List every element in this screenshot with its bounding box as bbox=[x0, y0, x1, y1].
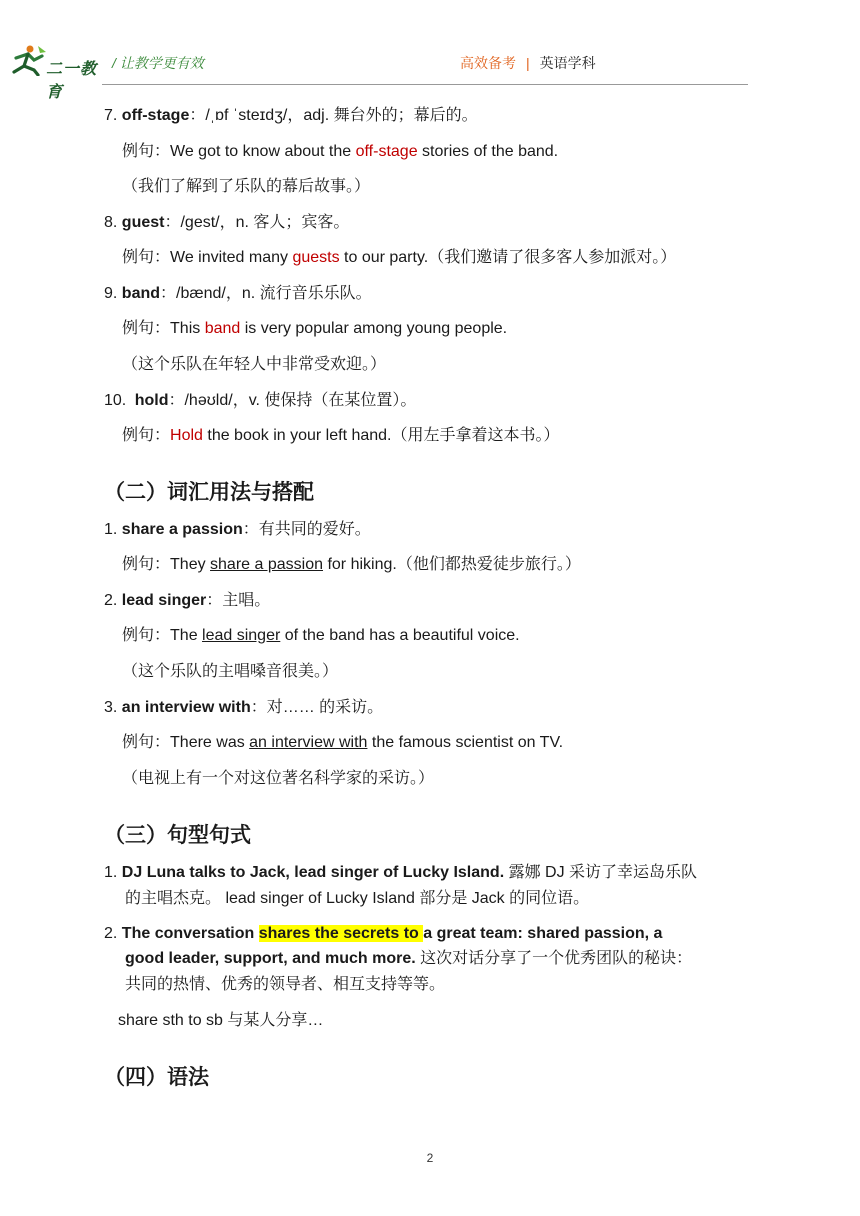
example-text: the famous scientist on TV. bbox=[367, 734, 564, 751]
header-right bbox=[460, 53, 596, 73]
section-heading: （三）句型句式 bbox=[104, 823, 251, 847]
example-text: We got to know about the bbox=[170, 143, 356, 160]
example-text: They bbox=[170, 556, 211, 573]
example-label: 例句： bbox=[122, 627, 171, 644]
usage-note: share sth to sb 与某人分享… bbox=[118, 1012, 324, 1029]
example-text: the book in your left hand.（用左手拿着这本书。） bbox=[202, 427, 560, 444]
sentence-translation: 露娜 DJ 采访了幸运岛乐队 bbox=[504, 864, 698, 881]
example-label: 例句： bbox=[122, 320, 171, 337]
vocab-item-7 bbox=[104, 106, 478, 126]
vocab-definition: ：/gest/，n. 客人；宾客。 bbox=[164, 214, 350, 231]
example-text: The bbox=[170, 627, 203, 644]
vocab-word: off-stage bbox=[121, 107, 190, 124]
example-label: 例句： bbox=[122, 143, 171, 160]
example-label: 例句： bbox=[122, 427, 171, 444]
item-number: 7. bbox=[104, 107, 118, 124]
sentence-item-1 bbox=[104, 863, 697, 883]
example-text: This bbox=[170, 320, 205, 337]
sentence-text: DJ Luna talks to Jack, lead singer of Lucky Island. bbox=[121, 864, 505, 881]
example-keyword: band bbox=[204, 320, 241, 337]
highlighted-phrase: shares the secrets to bbox=[258, 925, 424, 942]
usage-example-1 bbox=[122, 555, 581, 575]
example-text: for hiking.（他们都热爱徒步旅行。） bbox=[323, 556, 581, 573]
phrase: share a passion bbox=[121, 521, 243, 538]
example-text: to our party.（我们邀请了很多客人参加派对。） bbox=[339, 249, 677, 266]
usage-example-2 bbox=[122, 626, 520, 646]
example-9 bbox=[122, 319, 507, 339]
usage-item-2 bbox=[104, 591, 270, 611]
header-subtitle: 高效备考 bbox=[460, 55, 516, 71]
vocab-definition: ：/ˌɒf ˈsteɪdʒ/，adj. 舞台外的；幕后的。 bbox=[189, 107, 478, 124]
item-number: 2. bbox=[104, 592, 118, 609]
item-number: 2. bbox=[104, 925, 118, 942]
section-heading: （二）词汇用法与搭配 bbox=[104, 480, 314, 504]
item-number: 1. bbox=[104, 521, 118, 538]
item-number: 3. bbox=[104, 699, 118, 716]
header-subject: 英语学科 bbox=[539, 55, 596, 71]
example-7 bbox=[122, 142, 558, 162]
section-heading: （四）语法 bbox=[104, 1065, 209, 1089]
sentence-text: good leader, support, and much more. bbox=[125, 950, 416, 967]
phrase: lead singer bbox=[121, 592, 207, 609]
page-header bbox=[0, 38, 860, 101]
vocab-item-9 bbox=[104, 284, 372, 304]
phrase-meaning: ：对…… 的采访。 bbox=[250, 699, 384, 716]
vocab-item-8 bbox=[104, 213, 349, 233]
example-text: stories of the band. bbox=[417, 143, 559, 160]
slogan: / 让教学更有效 bbox=[112, 55, 204, 71]
runner-logo-icon bbox=[8, 44, 48, 76]
example-label: 例句： bbox=[122, 734, 171, 751]
item-number: 10. bbox=[104, 392, 127, 409]
example-label: 例句： bbox=[122, 556, 171, 573]
sentence-text: The conversation bbox=[121, 925, 259, 942]
example-text: of the band has a beautiful voice. bbox=[280, 627, 520, 644]
translation-9: （这个乐队在年轻人中非常受欢迎。） bbox=[122, 356, 387, 373]
phrase-meaning: ：有共同的爱好。 bbox=[242, 521, 371, 538]
vocab-word: hold bbox=[134, 392, 169, 409]
vocab-definition: ：/bænd/，n. 流行音乐乐队。 bbox=[160, 285, 372, 302]
example-keyword: an interview with bbox=[249, 734, 368, 751]
sentence-text: a great team: shared passion, a bbox=[423, 925, 663, 942]
page-number: 2 bbox=[426, 1151, 434, 1165]
vocab-word: guest bbox=[121, 214, 165, 231]
phrase-meaning: ：主唱。 bbox=[206, 592, 271, 609]
example-text: There was bbox=[170, 734, 250, 751]
example-label: 例句： bbox=[122, 249, 171, 266]
usage-item-1 bbox=[104, 520, 371, 540]
sentence-item-2-line3: 共同的热情、优秀的领导者、相互支持等等。 bbox=[125, 976, 446, 993]
vocab-word: band bbox=[121, 285, 161, 302]
usage-translation-2: （这个乐队的主唱嗓音很美。） bbox=[122, 663, 339, 680]
example-keyword: share a passion bbox=[210, 556, 323, 573]
example-text: We invited many bbox=[170, 249, 293, 266]
vocab-definition: ：/həʊld/，v. 使保持（在某位置）。 bbox=[168, 392, 417, 409]
example-10 bbox=[122, 426, 560, 446]
phrase: an interview with bbox=[121, 699, 251, 716]
header-divider bbox=[102, 84, 748, 85]
sentence-item-2-line2 bbox=[125, 949, 692, 969]
header-separator: | bbox=[526, 55, 530, 71]
item-number: 1. bbox=[104, 864, 118, 881]
item-number: 9. bbox=[104, 285, 118, 302]
usage-item-3 bbox=[104, 698, 383, 718]
logo-text: 二一教育 bbox=[46, 61, 98, 101]
example-keyword: off-stage bbox=[355, 143, 418, 160]
logo bbox=[8, 44, 108, 101]
vocab-item-10 bbox=[104, 391, 416, 411]
example-8 bbox=[122, 248, 676, 268]
usage-translation-3: （电视上有一个对这位著名科学家的采访。） bbox=[122, 770, 435, 787]
sentence-item-2 bbox=[104, 924, 662, 944]
sentence-translation: 这次对话分享了一个优秀团队的秘诀： bbox=[415, 950, 693, 967]
example-keyword: guests bbox=[292, 249, 340, 266]
usage-example-3 bbox=[122, 733, 563, 753]
translation-7: （我们了解到了乐队的幕后故事。） bbox=[122, 178, 371, 195]
example-text: is very popular among young people. bbox=[240, 320, 508, 337]
sentence-item-1-cont: 的主唱杰克。 lead singer of Lucky Island 部分是 Jack 的同位语。 bbox=[125, 890, 590, 907]
example-keyword: Hold bbox=[170, 427, 203, 444]
example-keyword: lead singer bbox=[202, 627, 281, 644]
item-number: 8. bbox=[104, 214, 118, 231]
